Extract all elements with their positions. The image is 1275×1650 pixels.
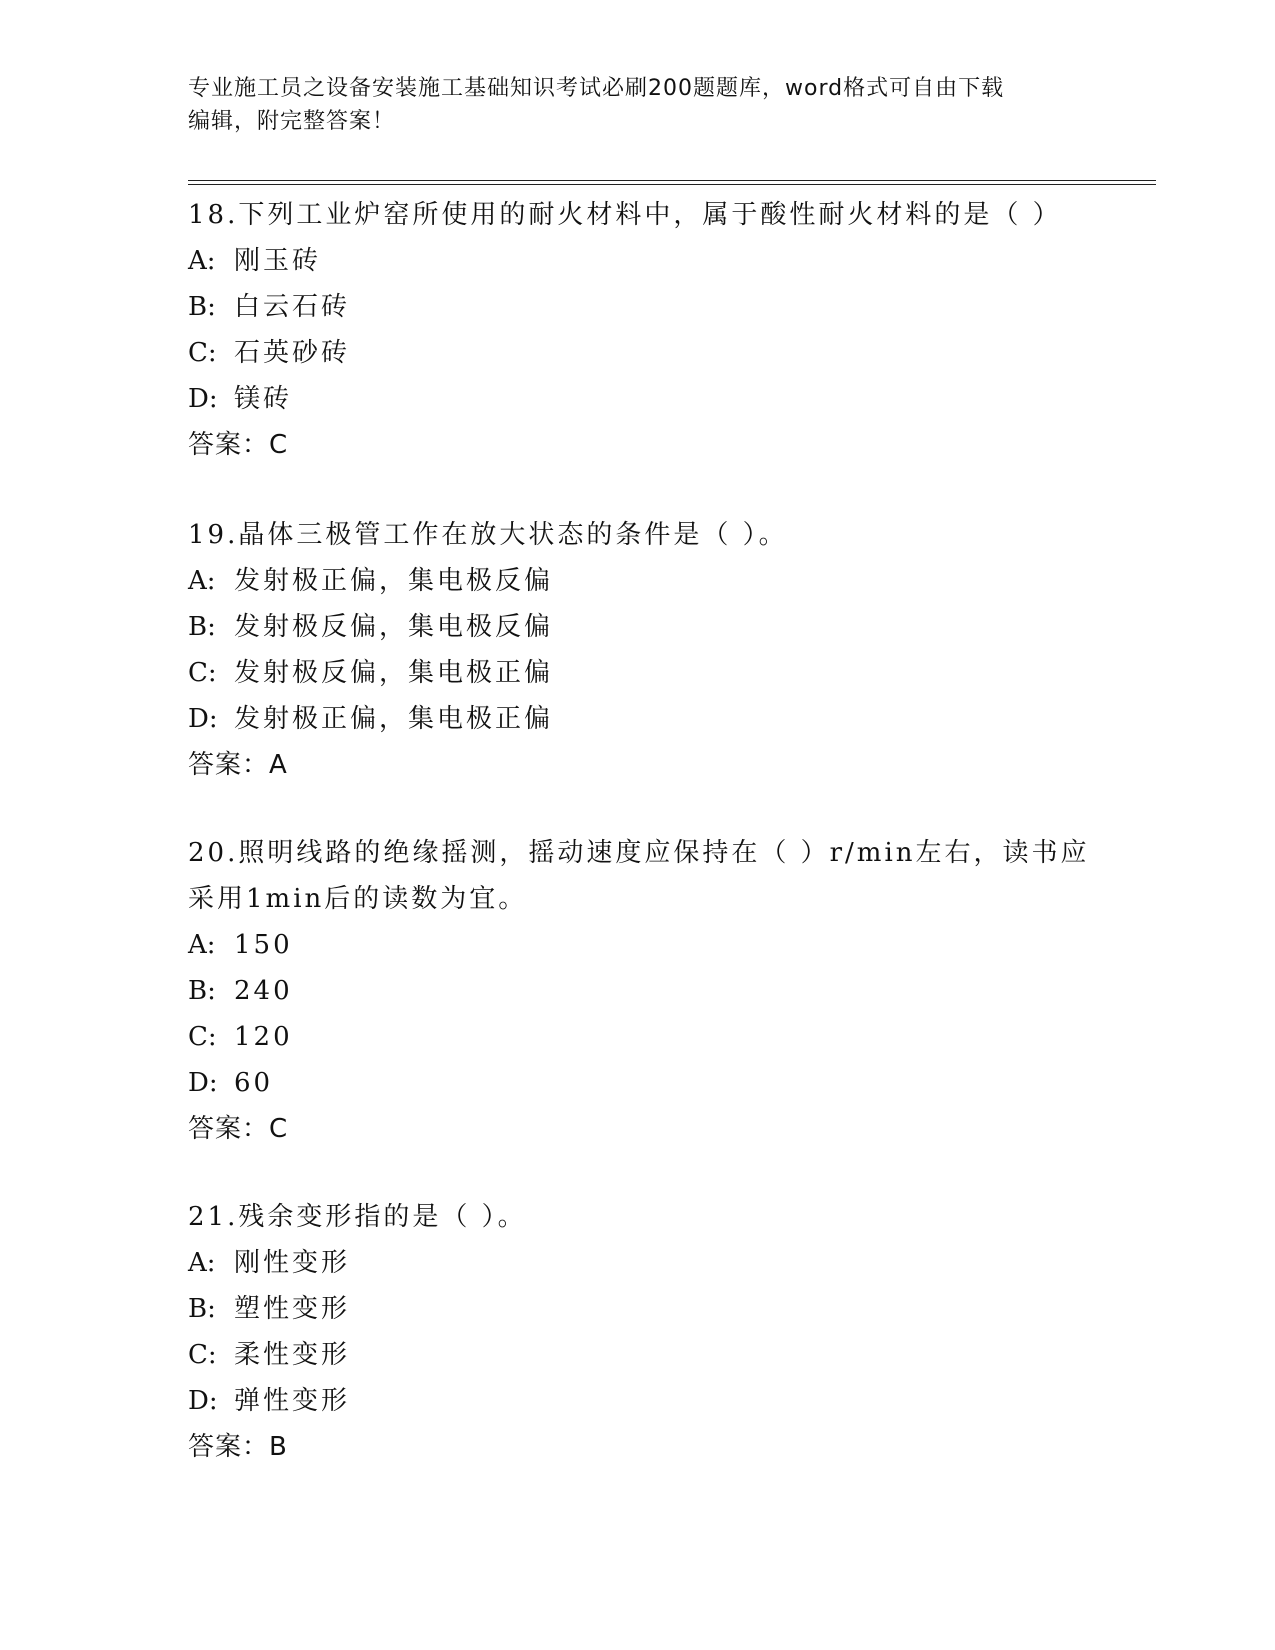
option-text: 弹性变形 bbox=[234, 1386, 351, 1416]
option-letter: A: bbox=[188, 246, 216, 276]
option-c bbox=[188, 1332, 1108, 1378]
option-letter: C: bbox=[188, 1022, 217, 1052]
option-a bbox=[188, 922, 1108, 968]
option-text: 镁砖 bbox=[234, 384, 293, 414]
option-text: 刚玉砖 bbox=[234, 246, 322, 276]
option-letter: D: bbox=[188, 1386, 218, 1416]
question-21 bbox=[188, 1194, 1108, 1470]
option-letter: D: bbox=[188, 704, 218, 734]
option-text: 120 bbox=[234, 1022, 293, 1052]
option-c bbox=[188, 1014, 1108, 1060]
option-c bbox=[188, 330, 1108, 376]
option-text: 刚性变形 bbox=[234, 1248, 351, 1278]
header-title-line-2: 编辑，附完整答案！ bbox=[188, 109, 396, 134]
option-b bbox=[188, 968, 1108, 1014]
option-text: 发射极反偏，集电极反偏 bbox=[234, 612, 554, 642]
option-a bbox=[188, 238, 1108, 284]
option-text: 白云石砖 bbox=[234, 292, 351, 322]
question-20 bbox=[188, 830, 1108, 1152]
option-letter: B: bbox=[188, 612, 216, 642]
option-letter: C: bbox=[188, 1340, 217, 1370]
option-letter: C: bbox=[188, 338, 217, 368]
question-stem: 18.下列工业炉窑所使用的耐火材料中，属于酸性耐火材料的是（ ） bbox=[188, 200, 1062, 230]
answer-text: 答案：B bbox=[188, 1432, 288, 1462]
option-letter: B: bbox=[188, 292, 216, 322]
option-text: 石英砂砖 bbox=[234, 338, 351, 368]
option-letter: A: bbox=[188, 566, 216, 596]
option-letter: A: bbox=[188, 1248, 216, 1278]
option-d bbox=[188, 376, 1108, 422]
option-d bbox=[188, 696, 1108, 742]
question-stem-line-1: 20.照明线路的绝缘摇测，摇动速度应保持在（ ）r/min左右，读书应 bbox=[188, 838, 1090, 868]
question-stem-line-2: 采用1min后的读数为宜。 bbox=[188, 884, 528, 914]
option-a bbox=[188, 558, 1108, 604]
question-19 bbox=[188, 512, 1108, 788]
answer-text: 答案：A bbox=[188, 750, 288, 780]
option-b bbox=[188, 1286, 1108, 1332]
header-title-line-1: 专业施工员之设备安装施工基础知识考试必刷200题题库，word格式可自由下载 bbox=[188, 76, 1005, 101]
option-text: 塑性变形 bbox=[234, 1294, 351, 1324]
option-c bbox=[188, 650, 1108, 696]
option-letter: D: bbox=[188, 1068, 218, 1098]
option-b bbox=[188, 604, 1108, 650]
question-stem: 19.晶体三极管工作在放大状态的条件是（ ）。 bbox=[188, 520, 788, 550]
option-b bbox=[188, 284, 1108, 330]
option-d bbox=[188, 1060, 1108, 1106]
option-text: 发射极反偏，集电极正偏 bbox=[234, 658, 554, 688]
option-letter: B: bbox=[188, 976, 216, 1006]
option-letter: B: bbox=[188, 1294, 216, 1324]
option-a bbox=[188, 1240, 1108, 1286]
question-18 bbox=[188, 192, 1108, 468]
option-d bbox=[188, 1378, 1108, 1424]
option-letter: A: bbox=[188, 930, 216, 960]
document-header bbox=[188, 72, 1088, 138]
header-divider-bottom bbox=[188, 184, 1156, 185]
question-stem: 21.残余变形指的是（ ）。 bbox=[188, 1202, 527, 1232]
option-text: 发射极正偏，集电极正偏 bbox=[234, 704, 554, 734]
option-text: 150 bbox=[234, 930, 293, 960]
header-divider-top bbox=[188, 180, 1156, 181]
option-letter: C: bbox=[188, 658, 217, 688]
answer-text: 答案：C bbox=[188, 430, 289, 460]
option-text: 发射极正偏，集电极反偏 bbox=[234, 566, 554, 596]
answer-text: 答案：C bbox=[188, 1114, 289, 1144]
option-letter: D: bbox=[188, 384, 218, 414]
option-text: 60 bbox=[234, 1068, 274, 1098]
option-text: 柔性变形 bbox=[234, 1340, 351, 1370]
option-text: 240 bbox=[234, 976, 293, 1006]
